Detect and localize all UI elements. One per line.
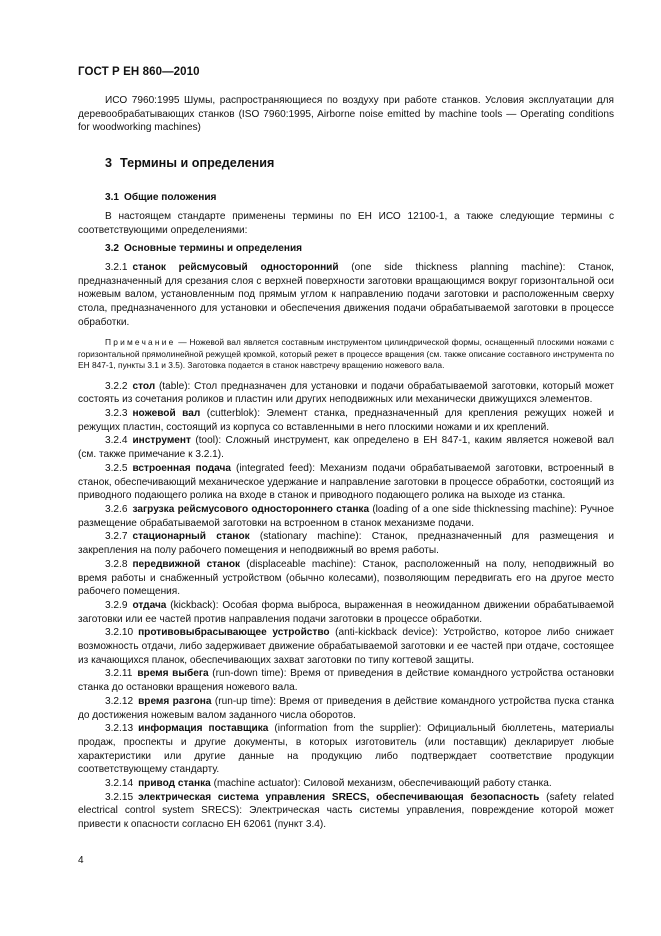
term-name: стационарный станок (132, 531, 250, 543)
term-number: 3.2.4 (105, 435, 128, 447)
subsection-text-3-1: В настоящем стандарте применены термины по ЕН ИСО 12100-1, а также следующие термины с соответствующими определениями: (78, 210, 614, 236)
term-name: станок рейсмусовый односторонний (132, 261, 339, 273)
term-number: 3.2.2 (105, 380, 128, 392)
term-3-2-3 (78, 407, 614, 434)
page-number: 4 (78, 855, 84, 866)
term-3-2-9 (78, 599, 614, 626)
term-definition: (one side thickness planning machine): Станок, предназначенный для срезания слоя с верхней поверхности заготовки вращающимся вокруг горизонтальной оси ножевым валом, установленным под прямым углом к направлению подачи заготовки и расположенным сверху стола, предназначенного для установки и обеспечения движения подачи обрабатываемой заготовки в процессе обработки. (78, 261, 614, 328)
section-number: 3 (105, 156, 113, 171)
term-3-2-8 (78, 558, 614, 599)
note-label: Примечание (105, 337, 176, 348)
term-3-2-4 (78, 434, 614, 461)
term-name: встроенная подача (132, 462, 231, 474)
term-name: время разгона (138, 695, 212, 707)
term-number: 3.2.3 (105, 408, 128, 420)
term-definition: (run-up time): Время от приведения в действие командного устройства пуска станка до достижения ножевым валом заданного числа оборотов. (78, 695, 614, 721)
term-number: 3.2.13 (105, 723, 134, 735)
subsection-number: 3.2 (105, 243, 120, 255)
term-definition: (information from the supplier): Официальный бюллетень, материалы продаж, проспекты и другие документы, в которых изготовитель (или поставщик) декларирует любые характеристики или другие данные на продукцию либо подтверждает соответствие продукции соответствующему стандарту. (78, 723, 614, 776)
term-name: привод станка (138, 778, 211, 790)
page-content (78, 94, 614, 832)
term-number: 3.2.1 (105, 261, 128, 273)
term-number: 3.2.7 (105, 531, 128, 543)
term-3-2-2 (78, 380, 614, 407)
term-name: противовыбрасывающее устройство (138, 627, 330, 639)
subsection-title: Основные термины и определения (124, 243, 303, 255)
term-number: 3.2.15 (105, 791, 134, 803)
term-3-2-12 (78, 695, 614, 722)
term-3-2-15 (78, 791, 614, 832)
term-number: 3.2.6 (105, 503, 128, 515)
term-definition: (tool): Сложный инструмент, как определено в ЕН 847-1, каким является ножевой вал (см. также примечание к 3.2.1). (78, 435, 614, 461)
term-number: 3.2.14 (105, 778, 134, 790)
term-name: информация поставщика (138, 723, 269, 735)
section-heading (78, 155, 614, 171)
term-name: стол (132, 380, 156, 392)
term-3-2-1 (78, 261, 614, 330)
subsection-heading-3-2 (78, 242, 614, 256)
term-definition: (safety related electrical control system SRECS): Электрическая часть системы управления, повреждение которой может привести к опасности согласно ЕН 62061 (пункт 3.4). (78, 791, 614, 831)
term-3-2-7 (78, 530, 614, 557)
term-3-2-14 (78, 777, 614, 791)
term-name: отдача (132, 599, 167, 611)
term-number: 3.2.11 (105, 668, 133, 680)
subsection-number: 3.1 (105, 192, 120, 204)
term-definition: (loading of a one side thicknessing machine): Ручное размещение обрабатываемой заготовки на встроенном в станок механизме подачи. (78, 503, 614, 529)
term-3-2-11 (78, 667, 614, 694)
term-definition: (cutterblok): Элемент станка, предназначенный для крепления режущих ножей и режущих пластин, состоящий из корпуса со вставленными в него плоскими ножами и их креплений. (78, 408, 614, 433)
term-definition: (anti-kickback device): Устройство, которое либо снижает возможность отдачи, либо задерживает движение обрабатываемой заготовки и ее частей при отдаче, состоящее из качающихся планок, обеспечивающих захват заготовки по типу когтевой защиты. (78, 627, 614, 666)
term-number: 3.2.10 (105, 627, 134, 639)
term-definition: (stationary machine): Станок, предназначенный для размещения и закрепления на полу рабочего помещения и неподвижный во время работы. (78, 531, 614, 557)
term-definition: (machine actuator): Силовой механизм, обеспечивающий работу станка. (210, 778, 552, 790)
term-name: время выбега (137, 668, 209, 680)
term-name: передвижной станок (132, 558, 241, 570)
term-name: электрическая система управления SRECS, обеспечивающая безопасность (138, 791, 540, 803)
term-number: 3.2.12 (105, 695, 134, 707)
term-number: 3.2.9 (105, 599, 128, 611)
note-3-2-1 (78, 337, 614, 371)
term-number: 3.2.5 (105, 462, 128, 474)
term-definition: (integrated feed): Механизм подачи обрабатываемой заготовки, встроенный в станок, обеспечивающий механическое удержание и направление заготовки в процессе обработки, состоящий из приводного подающего ролика на входе в станок и приводного подающего ролика на выходе из станка. (78, 462, 615, 502)
term-name: ножевой вал (132, 408, 201, 420)
term-3-2-5 (78, 462, 614, 503)
subsection-title: Общие положения (124, 192, 217, 204)
term-definition: (kickback): Особая форма выброса, выраженная в неожиданном движении обрабатываемой заготовки или ее частей против направления подачи заготовки в процессе обработки. (78, 599, 614, 625)
term-definition: (displaceable machine): Станок, расположенный на полу, неподвижный во время работы и снабженный устройством (обычно колесами), позволяющим передвигать его на другое место рабочего помещения. (78, 558, 614, 598)
term-3-2-13 (78, 722, 614, 777)
subsection-heading-3-1 (78, 191, 614, 205)
term-number: 3.2.8 (105, 558, 128, 570)
term-3-2-6 (78, 503, 614, 530)
document-header: ГОСТ Р ЕН 860—2010 (78, 66, 200, 78)
term-definition: (table): Стол предназначен для установки и подачи обрабатываемой заготовки, который может состоять из сочетания роликов и пластин или других неподвижных или механически движущихся элементов. (78, 380, 614, 406)
term-name: инструмент (132, 435, 191, 447)
term-3-2-10 (78, 626, 614, 667)
note-text: — Ножевой вал является составным инструментом цилиндрической формы, оснащенный плоскими ножами с горизонтальной прямолинейной режущей кромкой, который режет в процессе вращения (см. также описание составного инструмента по ЕН 847-1, пункты 3.1 и 3.5). Заготовка подается в станок навстречу вращению ножевого вала. (78, 337, 614, 371)
section-title: Термины и определения (120, 156, 275, 171)
reference-iso-7960: ИСО 7960:1995 Шумы, распространяющиеся по воздуху при работе станков. Условия эксплуатации для деревообрабатывающих станков (ISO 7960:1995, Airborne noise emitted by machine tools — Operating conditions for woodworking machines) (78, 95, 614, 134)
term-name: загрузка рейсмусового одностороннего станка (132, 503, 370, 515)
term-definition: (run-down time): Время от приведения в действие командного устройства остановки станка до остановки вращения ножевого вала. (78, 668, 614, 694)
